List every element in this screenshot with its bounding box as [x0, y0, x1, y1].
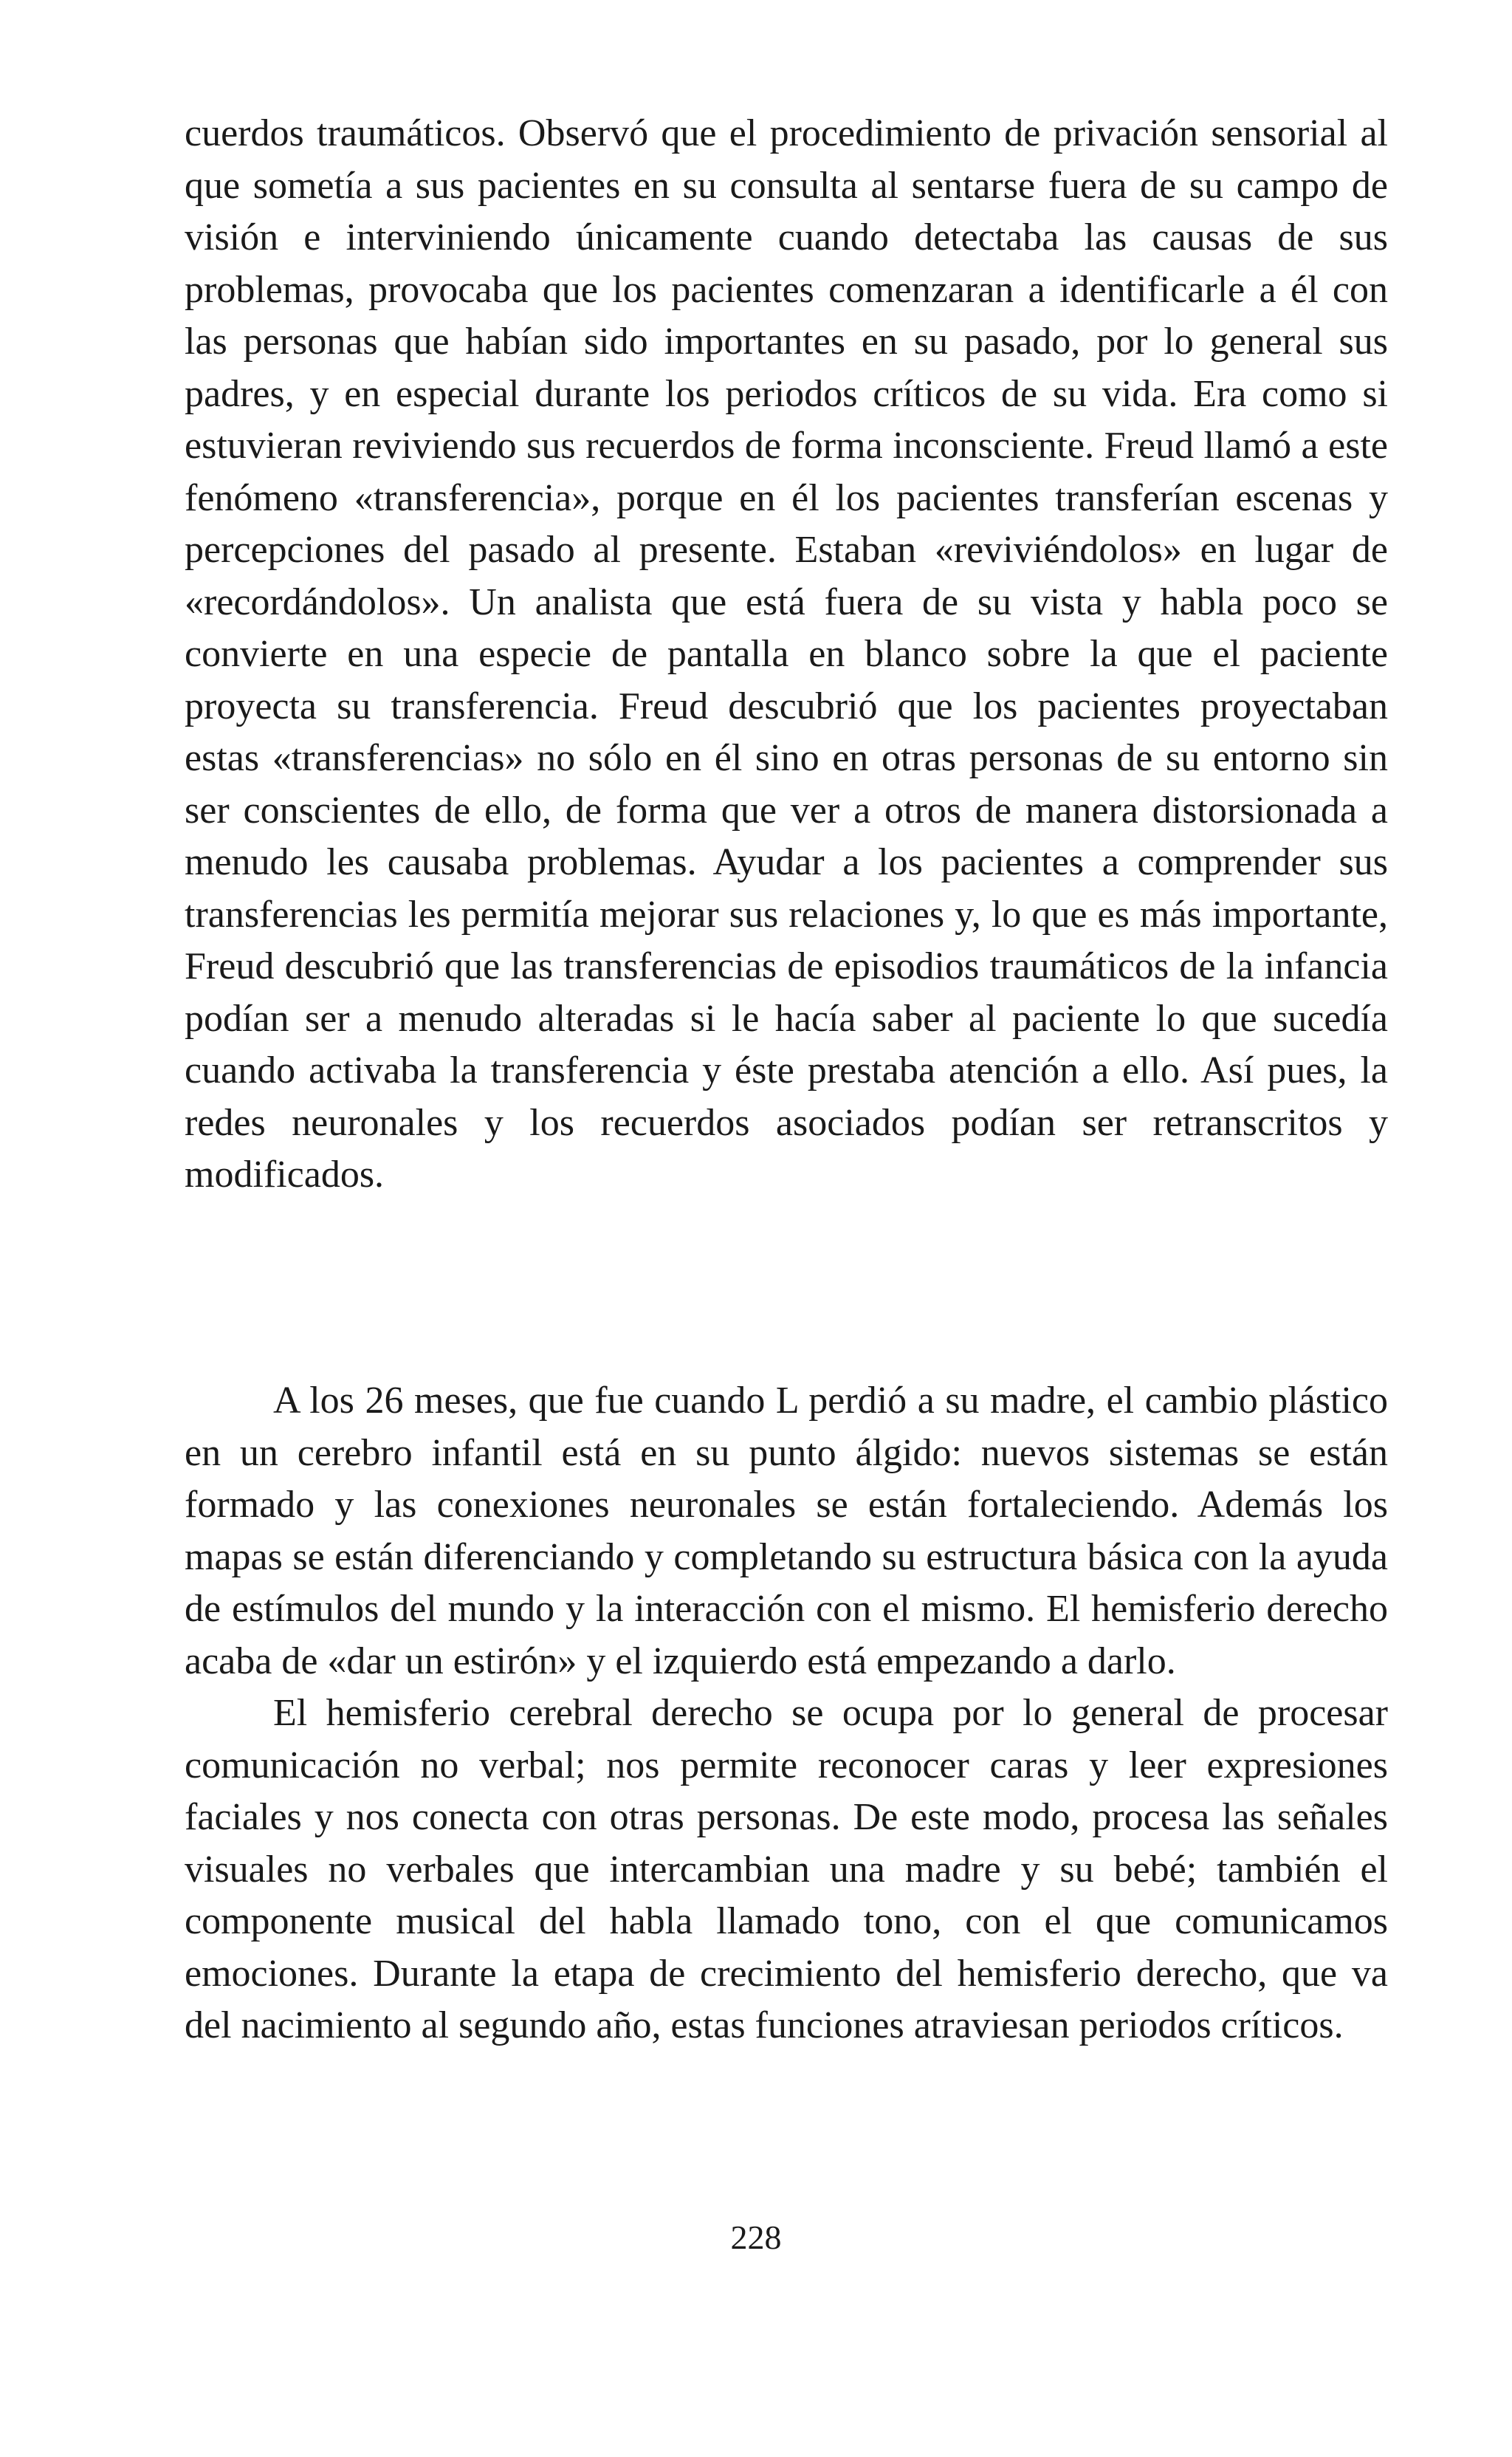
text-section-bottom	[185, 1375, 1388, 2052]
paragraph-transference: cuerdos traumáticos. Observó que el procedimiento de privación sensorial al que sometía a sus pacientes en su consulta al sentarse fuera de su campo de visión e interviniendo únicamente cuando detectaba las causas de sus problemas, provocaba que los pacientes comenzaran a identificarle a él con las personas que habían sido importantes en su pasado, por lo general sus padres, y en especial durante los periodos críticos de su vida. Era como si estuvieran reviviendo sus recuerdos de forma inconsciente. Freud llamó a este fenómeno «transferencia», porque en él los pacientes transferían escenas y percepciones del pasado al presente. Estaban «reviviéndolos» en lugar de «recordándolos». Un analista que está fuera de su vista y habla poco se convierte en una especie de pantalla en blanco sobre la que el paciente proyecta su transferencia. Freud descubrió que los pacientes proyectaban estas «transferencias» no sólo en él sino en otras personas de su entorno sin ser conscientes de ello, de forma que ver a otros de manera distorsionada a menudo les causaba problemas. Ayudar a los pacientes a comprender sus transferencias les permitía mejorar sus relaciones y, lo que es más importante, Freud descubrió que las transferencias de episodios traumáticos de la infancia podían ser a menudo alteradas si le hacía saber al paciente lo que sucedía cuando activaba la transferencia y éste prestaba atención a ello. Así pues, la redes neuronales y los recuerdos asociados podían ser retranscritos y modificados.	[185, 112, 1388, 1196]
page-number: 228	[730, 2218, 782, 2256]
paragraph-26-months: A los 26 meses, que fue cuando L perdió a su madre, el cambio plástico en un cerebro infantil está en su punto álgido: nuevos sistemas se están formado y las conexiones neuronales se están fortaleciendo. Además los mapas se están diferenciando y completando su estructura básica con la ayuda de estímulos del mundo y la interacción con el mismo. El hemisferio derecho acaba de «dar un estirón» y el izquierdo está empezando a darlo.	[185, 1380, 1388, 1682]
paragraph-right-hemisphere: El hemisferio cerebral derecho se ocupa por lo general de procesar comunicación no verbal; nos permite reconocer caras y leer expresiones faciales y nos conecta con otras personas. De este modo, procesa las señales visuales no verbales que intercambian una madre y su bebé; también el componente musical del habla llamado tono, con el que comunicamos emociones. Durante la etapa de crecimiento del hemisferio derecho, que va del nacimiento al segundo año, estas funciones atraviesan periodos críticos.	[185, 1692, 1388, 2046]
text-section-top	[185, 108, 1388, 1202]
